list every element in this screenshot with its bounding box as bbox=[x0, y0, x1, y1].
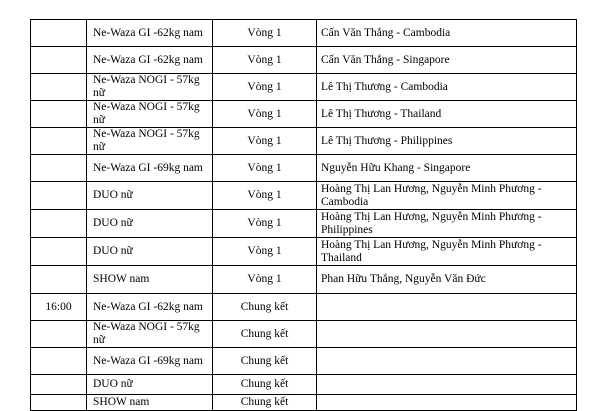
round-cell: Vòng 1 bbox=[213, 128, 317, 155]
athletes-cell: Lê Thị Thương - Cambodia bbox=[317, 74, 577, 101]
round-cell: Vòng 1 bbox=[213, 266, 317, 294]
round-cell: Vòng 1 bbox=[213, 182, 317, 210]
time-cell bbox=[31, 348, 87, 375]
table-row bbox=[31, 210, 577, 238]
time-cell bbox=[31, 210, 87, 238]
athletes-cell: Lê Thị Thương - Thailand bbox=[317, 101, 577, 128]
event-cell: Ne-Waza GI -62kg nam bbox=[87, 20, 213, 47]
table-row bbox=[31, 20, 577, 47]
table-row bbox=[31, 155, 577, 182]
time-cell bbox=[31, 155, 87, 182]
athletes-cell: Hoàng Thị Lan Hương, Nguyễn Minh Phương - Thailand bbox=[317, 238, 577, 266]
event-cell: DUO nữ bbox=[87, 210, 213, 238]
table-row bbox=[31, 294, 577, 321]
table-row bbox=[31, 395, 577, 411]
event-cell: DUO nữ bbox=[87, 375, 213, 395]
event-cell: Ne-Waza GI -62kg nam bbox=[87, 294, 213, 321]
event-cell: SHOW nam bbox=[87, 395, 213, 411]
round-cell: Vòng 1 bbox=[213, 155, 317, 182]
event-cell: Ne-Waza NOGI - 57kg nữ bbox=[87, 128, 213, 155]
athletes-cell: Cấn Văn Thắng - Singapore bbox=[317, 47, 577, 74]
athletes-cell: Hoàng Thị Lan Hương, Nguyễn Minh Phương - Cambodia bbox=[317, 182, 577, 210]
round-cell: Chung kết bbox=[213, 321, 317, 348]
table-row bbox=[31, 47, 577, 74]
athletes-cell bbox=[317, 321, 577, 348]
round-cell: Vòng 1 bbox=[213, 20, 317, 47]
event-cell: Ne-Waza GI -62kg nam bbox=[87, 47, 213, 74]
athletes-cell: Hoàng Thị Lan Hương, Nguyễn Minh Phương - Philippines bbox=[317, 210, 577, 238]
time-cell bbox=[31, 266, 87, 294]
round-cell: Chung kết bbox=[213, 395, 317, 411]
athletes-cell bbox=[317, 348, 577, 375]
round-cell: Chung kết bbox=[213, 294, 317, 321]
table-row bbox=[31, 348, 577, 375]
event-cell: Ne-Waza NOGI - 57kg nữ bbox=[87, 321, 213, 348]
round-cell: Chung kết bbox=[213, 348, 317, 375]
round-cell: Vòng 1 bbox=[213, 47, 317, 74]
table-row bbox=[31, 74, 577, 101]
athletes-cell bbox=[317, 375, 577, 395]
round-cell: Chung kết bbox=[213, 375, 317, 395]
table-row bbox=[31, 238, 577, 266]
schedule-body bbox=[31, 20, 577, 411]
time-cell bbox=[31, 128, 87, 155]
event-cell: Ne-Waza GI -69kg nam bbox=[87, 155, 213, 182]
athletes-cell bbox=[317, 395, 577, 411]
table-row bbox=[31, 128, 577, 155]
schedule-table bbox=[30, 19, 577, 411]
table-row bbox=[31, 182, 577, 210]
time-cell bbox=[31, 47, 87, 74]
time-cell bbox=[31, 395, 87, 411]
time-cell bbox=[31, 182, 87, 210]
time-cell bbox=[31, 321, 87, 348]
round-cell: Vòng 1 bbox=[213, 101, 317, 128]
athletes-cell: Nguyễn Hữu Khang - Singapore bbox=[317, 155, 577, 182]
time-cell bbox=[31, 101, 87, 128]
round-cell: Vòng 1 bbox=[213, 210, 317, 238]
event-cell: Ne-Waza NOGI - 57kg nữ bbox=[87, 74, 213, 101]
table-row bbox=[31, 266, 577, 294]
table-row bbox=[31, 375, 577, 395]
time-cell bbox=[31, 20, 87, 47]
event-cell: DUO nữ bbox=[87, 238, 213, 266]
event-cell: SHOW nam bbox=[87, 266, 213, 294]
round-cell: Vòng 1 bbox=[213, 238, 317, 266]
time-cell bbox=[31, 375, 87, 395]
round-cell: Vòng 1 bbox=[213, 74, 317, 101]
time-cell: 16:00 bbox=[31, 294, 87, 321]
time-cell bbox=[31, 74, 87, 101]
event-cell: Ne-Waza GI -69kg nam bbox=[87, 348, 213, 375]
event-cell: DUO nữ bbox=[87, 182, 213, 210]
time-cell bbox=[31, 238, 87, 266]
table-row bbox=[31, 321, 577, 348]
event-cell: Ne-Waza NOGI - 57kg nữ bbox=[87, 101, 213, 128]
athletes-cell: Lê Thị Thương - Philippines bbox=[317, 128, 577, 155]
athletes-cell: Cấn Văn Thắng - Cambodia bbox=[317, 20, 577, 47]
athletes-cell bbox=[317, 294, 577, 321]
table-row bbox=[31, 101, 577, 128]
athletes-cell: Phan Hữu Thắng, Nguyễn Văn Đức bbox=[317, 266, 577, 294]
